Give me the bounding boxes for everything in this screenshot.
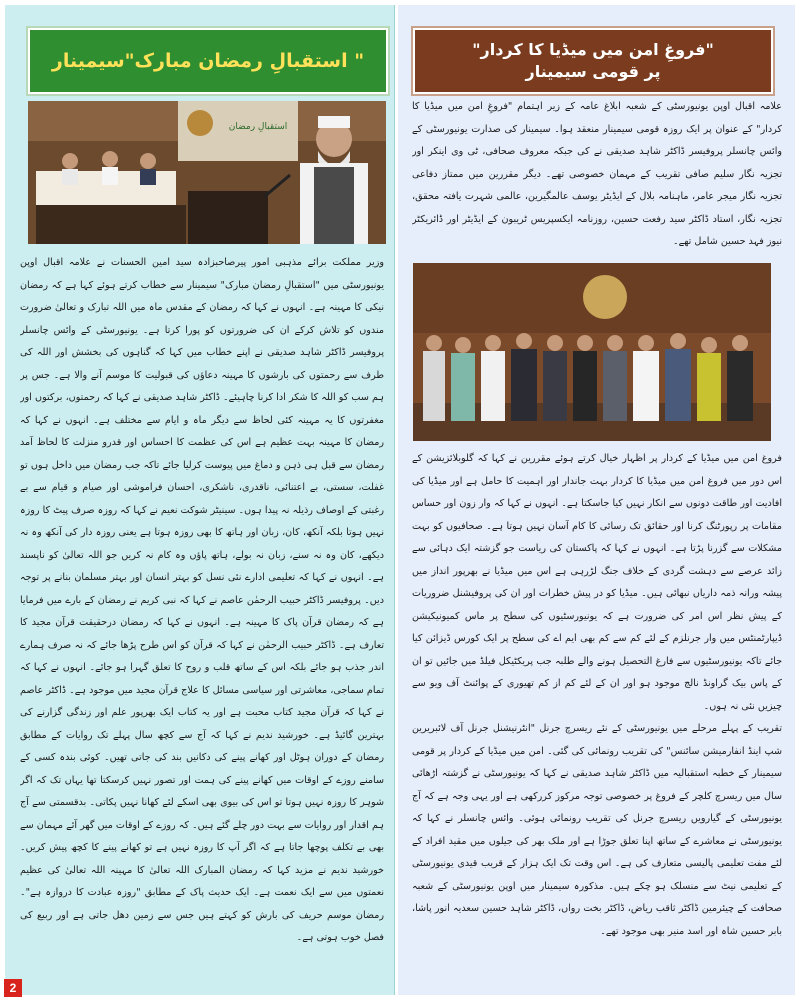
photo-banner-caption: استقبالِ رمضان [228,122,288,132]
page-number: 2 [4,979,22,997]
ramadan-seminar-photo [28,101,386,244]
media-seminar-intro-text [412,96,782,256]
media-seminar-group-photo [413,263,771,441]
media-peace-seminar-banner [413,28,773,94]
media-seminar-body-text [412,448,782,990]
ramadan-seminar-title: " استقبالِ رمضان مبارک"سیمینار [51,50,365,72]
media-seminar-paragraph-1: فروغ امن میں میڈیا کے کردار پر اظہار خیال کرتے ہوئے مقررین نے کہا کہ گلوبلائزیشن کے اس دور میں فروغ امن میں میڈیا کا کردار بہت جاندار اور اہمیت کا حامل ہے اور میڈیا کی افادیت اور طاقت دونوں سے انکار نہیں کیا جاسکتا ہے۔ انہوں نے کہا کہ وار زون اور حساس مقامات پر رپورٹنگ کرنا اور حقائق تک رسائی کا کام آسان نہیں ہوتا ہے۔ صحافیوں کو بہت مشکلات سے گزرنا پڑتا ہے۔ انہوں نے کہا کہ پاکستان کی ریاست جو گزشتہ ایک دہائی سے زائد عرصے سے دہشت گردی کے خلاف جنگ لڑرہی ہے اس میں میڈیا نے بھرپور انداز میں پیشہ ورانہ ذمہ داریاں نبھائی ہیں۔ میڈیا کو در پیش خطرات اور ان کی پروفیشنل ضروریات کے پیش نظر اس امر کی ضرورت ہے کہ یونیورسٹیوں کی سطح پر ماس کمیونیکیشن ڈیپارٹمنٹس میں وار جرنلزم کے لئے کم سے کم بھی ایم اے کی سطح پر ایک کورس ڈیزائن کیا جائے تاکہ یونیورسٹیوں سے فارغ التحصیل ہونے والے طلبہ جب پریکٹیکل فیلڈ میں جائیں تو ان کے پاس بیک گراونڈ نالج موجود ہو اور ان کے لئے کم از کم تھیوری کے پوائنٹ آف ویو سے چیزیں نئی نہ ہوں۔ [412,453,782,712]
media-peace-banner-line1: "فروغِ امن میں میڈیا کا کردار" [472,40,714,59]
media-peace-banner-line2: پر قومی سیمینار [525,62,661,81]
ramadan-seminar-banner [28,28,388,94]
media-seminar-intro-paragraph: علامہ اقبال اوپن یونیورسٹی کے شعبہ ابلاغ عامہ کے زیر اہتمام "فروغِ امن میں میڈیا کا کردار" کے عنوان پر ایک روزہ قومی سیمینار منعقد ہوا۔ سیمینار کی صدارت یونیورسٹی کے وائس چانسلر پروفیسر ڈاکٹر شاہد صدیقی نے کی جبکہ معروف صحافی، ٹی وی اینکر اور تجزیہ نگار سلیم صافی تقریب کے مہمان خصوصی تھے۔ دیگر مقررین میں ممتاز دفاعی تجزیہ نگار میجر عامر، ماہنامہ بلال کے ایڈیٹر یوسف عالمگیرین، عالمی شہرت یافتہ محقق، تجزیہ نگار، استاد ڈاکٹر سید رفعت حسین، روزنامہ ایکسپریس ٹریبون کے ایڈیٹر اور ڈائریکٹر نیوز فہد حسین شامل تھے۔ [412,101,782,247]
ramadan-article-paragraph: وزیر مملکت برائے مذہبی امور پیرصاحبزادہ سید امین الحسنات نے علامہ اقبال اوپن یونیورسٹی میں "استقبالِ رمضان مبارک" سیمینار سے خطاب کرتے ہوئے کہا ہے کہ رمضان نیکی کا مہینہ ہے۔ انہوں نے کہا کہ رمضان کے مقدس ماہ میں اللہ تبارک و تعالیٰ ضرورت مندوں کو تلاش کرکے ان کی ضرورتوں کو پورا کرتا ہے۔ یونیورسٹی کے وائس چانسلر پروفیسر ڈاکٹر شاہد صدیقی نے اپنے خطاب میں کہا کہ گناہوں کی بخشش اور اللہ کی طرف سے رحمتوں کی بارشوں کا مہینہ دعاؤں کی قبولیت کا موسم آنے والا ہے۔ جس پر ہم سب کو اللہ کا شکر ادا کرنا چاہیئے۔ ڈاکٹر شاہد صدیقی نے کہا کہ رحمتوں، برکتوں اور مغفرتوں کا یہ مہینہ کئی لحاظ سے دیگر ماہ و ایام سے مختلف ہے۔ انہوں نے کہا کہ رمضان کا مہینہ بہت عظیم ہے اس کی عظمت کا احساس اور قدرو منزلت کا لحاظ آمد رمضان سے قبل ہی ذہن و دماغ میں پیوست کرلیا جائے تاکہ جب رمضان میں داخل ہوں تو غفلت، سستی، بے اعتنائی، ناقدری، ناشکری، احسان فراموشی اور صیام و قیام سے بے رغبتی کے اوصاف رذیلہ نہ پیدا ہوں۔ سینیٹر شوکت نعیم نے کہا کہ روزہ صرف پیٹ کا روزہ نہیں ہوتا بلکہ آنکھ، کان، زبان اور ہاتھ کا بھی روزہ ہوتا ہے یعنی روزہ دار کی آنکھ وہ نہ دیکھے، کان وہ نہ سنے، زبان نہ بولے، ہاتھ پاؤں وہ کام نہ کریں جو اللہ تعالیٰ کو ناپسند ہے۔ انہوں نے کہا کہ تعلیمی ادارے نئی نسل کو بہتر انسان اور بہتر مسلمان بنانے پر توجہ دیں۔ پروفیسر ڈاکٹر حبیب الرحمٰن عاصم نے کہا کہ نبی کریم نے رمضان کے بارے میں فرمایا ہے کہ رمضان قرآن پاک کا مہینہ ہے۔ انہوں نے کہا کہ رمضان درحقیقت قرآن مجید کا تعارف ہے۔ ڈاکٹر حبیب الرحمٰن نے کہا کہ قرآن کو اس طرح پڑھا جائے کہ نہ صرف ہمارے اندر جذب ہو جائے بلکہ اس کے ساتھ قلب و روح کا تعلق گہرا ہو جائے۔ انہوں نے کہا کہ تمام سماجی، معاشرتی اور سیاسی مسائل کا علاج قرآن مجید میں موجود ہے۔ ڈاکٹر عاصم نے کہا کہ قرآن مجید کتاب محبت ہے اور یہ کتاب ایک بھرپور علم اور زندگی گزارنے کی بہترین گائیڈ ہے۔ خورشید ندیم نے کہا کہ آج سے کچھ سال پہلے تک روایات کے مطابق رمضان کے دوران ہوٹل اور کھانے پینے کی دکانیں بند کی جاتی تھیں۔ کوئی بندہ کسی کے سامنے روزے کے اوقات میں کھانے پینے کی ہمت اور تصور نہیں کرسکتا تھا یہاں تک کہ اگر شوہر کا روزہ نہیں ہوتا تو اس کی بیوی بھی اسکے لئے کھانا نہیں پکاتی۔ بدقسمتی سے آج ہم اقدار اور روایات سے بہت دور چلے گئے ہیں۔ کہ روزے کے اوقات میں گھر آئے مہمان سے بھی بے تکلف پوچھا جاتا ہے کہ اگر آپ کا روزہ نہیں ہے تو کھانے پینے کا کچھ پیش کریں۔ خورشید ندیم نے مزید کہا کہ رمضان المبارک اللہ تعالیٰ کا مہینہ اللہ تعالیٰ کی عظیم نعمتوں میں سے ایک نعمت ہے۔ ایک حدیث پاک کے مطابق "روزہ عبادت کا دروازہ ہے"۔ رمضان موسم حریف کی بارش کو کہتے ہیں جس سے زمین دھل جاتی ہے اور ربیع کی فصل خوب ہوتی ہے۔ [20,257,384,943]
media-seminar-paragraph-2: تقریب کے پہلے مرحلے میں یونیورسٹی کے نئے ریسرچ جرنل "انٹرنیشنل جرنل آف لائبریرین شپ اینڈ انفارمیشن سائنس" کی تقریب رونمائی کی گئی۔ امن میں میڈیا کے کردار پر قومی سیمینار کے خطبہ استقبالیہ میں ڈاکٹر شاہد صدیقی نے کہا کہ یونیورسٹی نے گزشتہ اڑھائی سال میں ریسرچ کلچر کے فروغ پر خصوصی توجہ مرکوز کررکھی ہے اور یہی وجہ ہے کہ آج یونیورسٹی کے گیارویں ریسرچ جرنل کی تقریب رونمائی ہوئی۔ وائس چانسلر نے کہا کہ یونیورسٹی نے معاشرے کے ساتھ اپنا تعلق جوڑا ہے اور ملک بھر کی جیلوں میں مقید افراد کے لئے مفت تعلیمی پالیسی متعارف کی ہے۔ اس وقت تک ایک ہزار کے قریب قیدی یونیورسٹی کے تعلیمی نیٹ سے منسلک ہو چکے ہیں۔ مذکورہ سیمینار میں اوپن یونیورسٹی کے شعبہ صحافت کے چیئرمین ڈاکٹر ثاقب ریاض، ڈاکٹر بخت رواں، ڈاکٹر شاہد حسین سعدیہ انور پاشا، بابر حسین شاہ اور اسد منیر بھی موجود تھے۔ [412,723,782,937]
ramadan-article-text [20,252,384,990]
